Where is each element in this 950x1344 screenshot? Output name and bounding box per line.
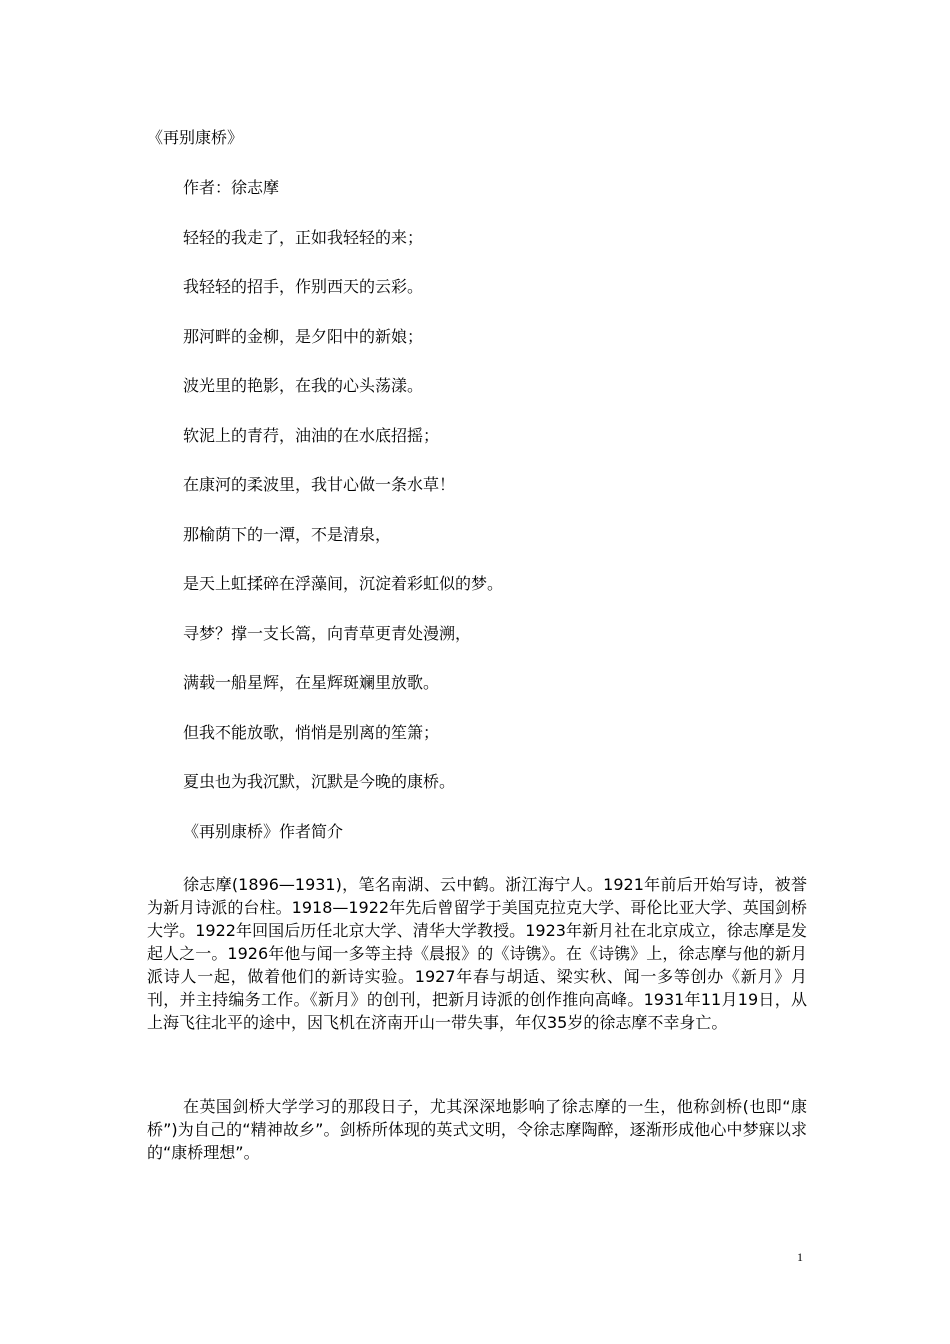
poem-line: 那榆荫下的一潭，不是清泉，	[183, 525, 392, 544]
bio-paragraph: 徐志摩(1896—1931)，笔名南湖、云中鹤。浙江海宁人。1921年前后开始写诗，被誉为新月诗派的台柱。1918—1922年先后曾留学于美国克拉克大学、哥伦比亚大学、英国剑桥大学。1922年回国后历任北京大学、清华大学教授。1923年新月社在北京成立，徐志摩是发起人之一。1926年他与闻一多等主持《晨报》的《诗镌》。在《诗镌》上，徐志摩与他的新月派诗人一起，做着他们的新诗实验。1927年春与胡适、梁实秋、闻一多等创办《新月》月刊，并主持编务工作。《新月》的创刊，把新月诗派的创作推向高峰。1931年11月19日，从上海飞往北平的途中，因飞机在济南开山一带失事，年仅35岁的徐志摩不幸身亡。	[147, 875, 807, 1032]
poem-line: 软泥上的青荇，油油的在水底招摇；	[183, 426, 440, 445]
poem-line: 我轻轻的招手，作别西天的云彩。	[183, 277, 424, 296]
poem-line: 在康河的柔波里，我甘心做一条水草！	[183, 475, 456, 494]
document-title: 《再别康桥》	[147, 128, 244, 147]
author-line: 作者：徐志摩	[183, 178, 280, 197]
bio-paragraph: 在英国剑桥大学学习的那段日子，尤其深深地影响了徐志摩的一生，他称剑桥(也即“康桥”)为自己的“精神故乡”。剑桥所体现的英式文明，令徐志摩陶醉，逐渐形成他心中梦寐以求的“康桥理想”。	[147, 1097, 807, 1162]
poem-line: 是天上虹揉碎在浮藻间，沉淀着彩虹似的梦。	[183, 574, 504, 593]
section-heading: 《再别康桥》作者简介	[183, 822, 344, 841]
page-number: 1	[797, 1250, 803, 1264]
poem-line: 寻梦？撑一支长篙，向青草更青处漫溯，	[183, 624, 472, 643]
poem-line: 轻轻的我走了，正如我轻轻的来；	[183, 228, 424, 247]
poem-line: 满载一船星辉，在星辉斑斓里放歌。	[183, 673, 440, 692]
poem-line: 波光里的艳影，在我的心头荡漾。	[183, 376, 424, 395]
poem-line: 夏虫也为我沉默，沉默是今晚的康桥。	[183, 772, 456, 791]
poem-line: 但我不能放歌，悄悄是别离的笙箫；	[183, 723, 440, 742]
poem-line: 那河畔的金柳，是夕阳中的新娘；	[183, 327, 424, 346]
